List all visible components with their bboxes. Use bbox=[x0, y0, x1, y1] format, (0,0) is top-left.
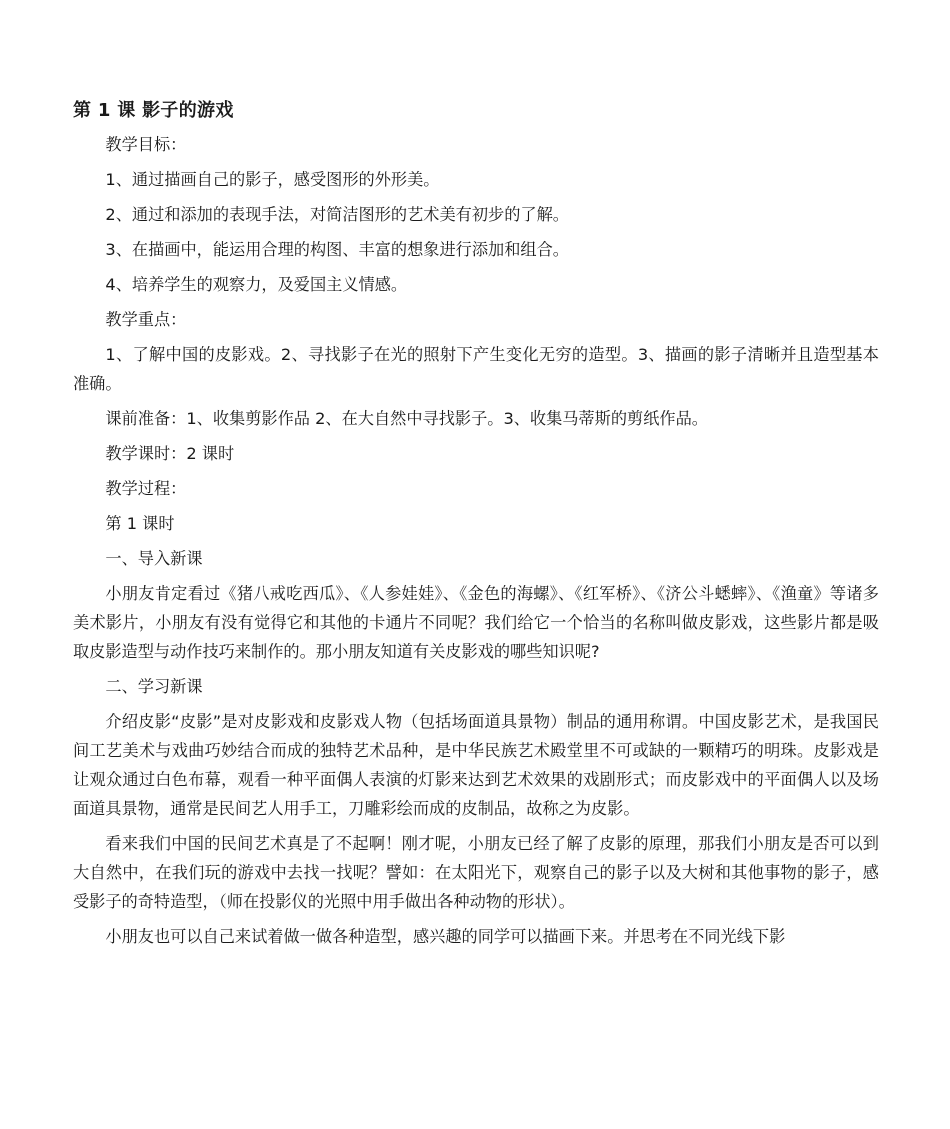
try-shapes-paragraph: 小朋友也可以自己来试着做一做各种造型，感兴趣的同学可以描画下来。并思考在不同光线下影 bbox=[105, 927, 786, 946]
class-hours-text: 教学课时：2 课时 bbox=[105, 444, 235, 463]
objective-item: 2、通过和添加的表现手法，对简洁图形的艺术美有初步的了解。 bbox=[105, 205, 569, 224]
objective-item: 4、培养学生的观察力，及爱国主义情感。 bbox=[105, 275, 408, 294]
key-points-text: 1、了解中国的皮影戏。2、寻找影子在光的照射下产生变化无穷的造型。3、描画的影子清晰并且造型基本准确。 bbox=[73, 345, 879, 393]
section-label-key-points: 教学重点： bbox=[105, 310, 187, 329]
step-heading-intro: 一、导入新课 bbox=[105, 549, 203, 568]
period-heading: 第 1 课时 bbox=[105, 514, 175, 533]
section-label-objectives: 教学目标： bbox=[105, 135, 187, 154]
objective-item: 3、在描画中，能运用合理的构图、丰富的想象进行添加和组合。 bbox=[105, 240, 569, 259]
shadow-puppet-intro-paragraph: 介绍皮影“皮影”是对皮影戏和皮影戏人物（包括场面道具景物）制品的通用称谓。中国皮影艺术，是我国民间工艺美术与戏曲巧妙结合而成的独特艺术品种，是中华民族艺术殿堂里不可或缺的一颗精巧的明珠。皮影戏是让观众通过白色布幕，观看一种平面偶人表演的灯影来达到艺术效果的戏剧形式；而皮影戏中的平面偶人以及场面道具景物，通常是民间艺人用手工，刀雕彩绘而成的皮制品，故称之为皮影。 bbox=[73, 712, 879, 818]
objective-item: 1、通过描画自己的影子，感受图形的外形美。 bbox=[105, 170, 440, 189]
document-page bbox=[73, 96, 879, 957]
intro-paragraph: 小朋友肯定看过《猪八戒吃西瓜》、《人参娃娃》、《金色的海螺》、《红军桥》、《济公斗蟋蟀》、《渔童》等诸多美术影片，小朋友有没有觉得它和其他的卡通片不同呢？我们给它一个恰当的名称叫做皮影戏，这些影片都是吸取皮影造型与动作技巧来制作的。那小朋友知道有关皮影戏的哪些知识呢? bbox=[73, 584, 879, 661]
preparation-text: 课前准备：1、收集剪影作品 2、在大自然中寻找影子。3、收集马蒂斯的剪纸作品。 bbox=[105, 409, 708, 428]
nature-shadows-paragraph: 看来我们中国的民间艺术真是了不起啊！刚才呢，小朋友已经了解了皮影的原理，那我们小朋友是否可以到大自然中，在我们玩的游戏中去找一找呢？譬如：在太阳光下，观察自己的影子以及大树和其他事物的影子，感受影子的奇特造型，（师在投影仪的光照中用手做出各种动物的形状）。 bbox=[73, 834, 879, 911]
lesson-title: 第 1 课 影子的游戏 bbox=[73, 100, 234, 121]
step-heading-new-lesson: 二、学习新课 bbox=[105, 677, 203, 696]
section-label-process: 教学过程： bbox=[105, 479, 187, 498]
